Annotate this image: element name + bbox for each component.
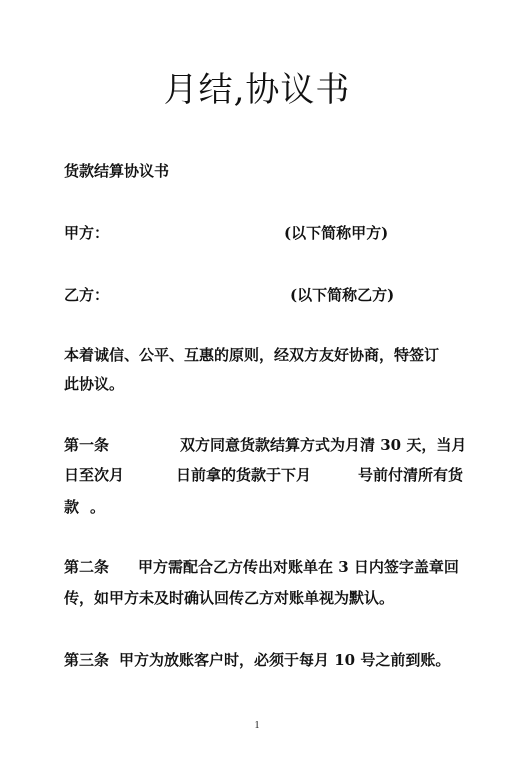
party-b-note: (以下简称乙方) [290, 286, 395, 304]
article-2-label: 第二条 [64, 558, 110, 576]
article-1-line-2a: 日至次月 [64, 466, 125, 484]
article-2-line-2: 传，如甲方未及时确认回传乙方对账单视为默认。 [64, 589, 395, 607]
preamble-line-2: 此协议。 [64, 375, 125, 393]
party-a-note: (以下简称甲方) [284, 224, 389, 242]
document-title: 月结,协议书 [163, 70, 351, 110]
article-1-line-3a: 款 [64, 498, 80, 516]
article-1-line-1: 双方同意货款结算方式为月清 30 天，当月 [180, 436, 467, 454]
article-1-line-2b: 日前拿的货款于下月 [176, 466, 312, 484]
article-2-line-1: 甲方需配合乙方传出对账单在 3 日内签字盖章回 [138, 558, 459, 576]
article-3-label: 第三条 [64, 651, 110, 669]
article-3-text: 甲方为放账客户时，必须于每月 10 号之前到账。 [119, 651, 451, 669]
article-1-line-3b: 。 [90, 498, 106, 516]
article-1-label: 第一条 [64, 436, 110, 454]
page-number: 1 [254, 720, 260, 731]
party-a-label: 甲方： [64, 224, 110, 242]
agreement-subtitle: 货款结算协议书 [64, 162, 170, 180]
preamble-line-1: 本着诚信、公平、互惠的原则，经双方友好协商，特签订 [64, 346, 440, 364]
article-1-line-2c: 号前付清所有货 [358, 466, 464, 484]
party-b-label: 乙方： [64, 286, 110, 304]
